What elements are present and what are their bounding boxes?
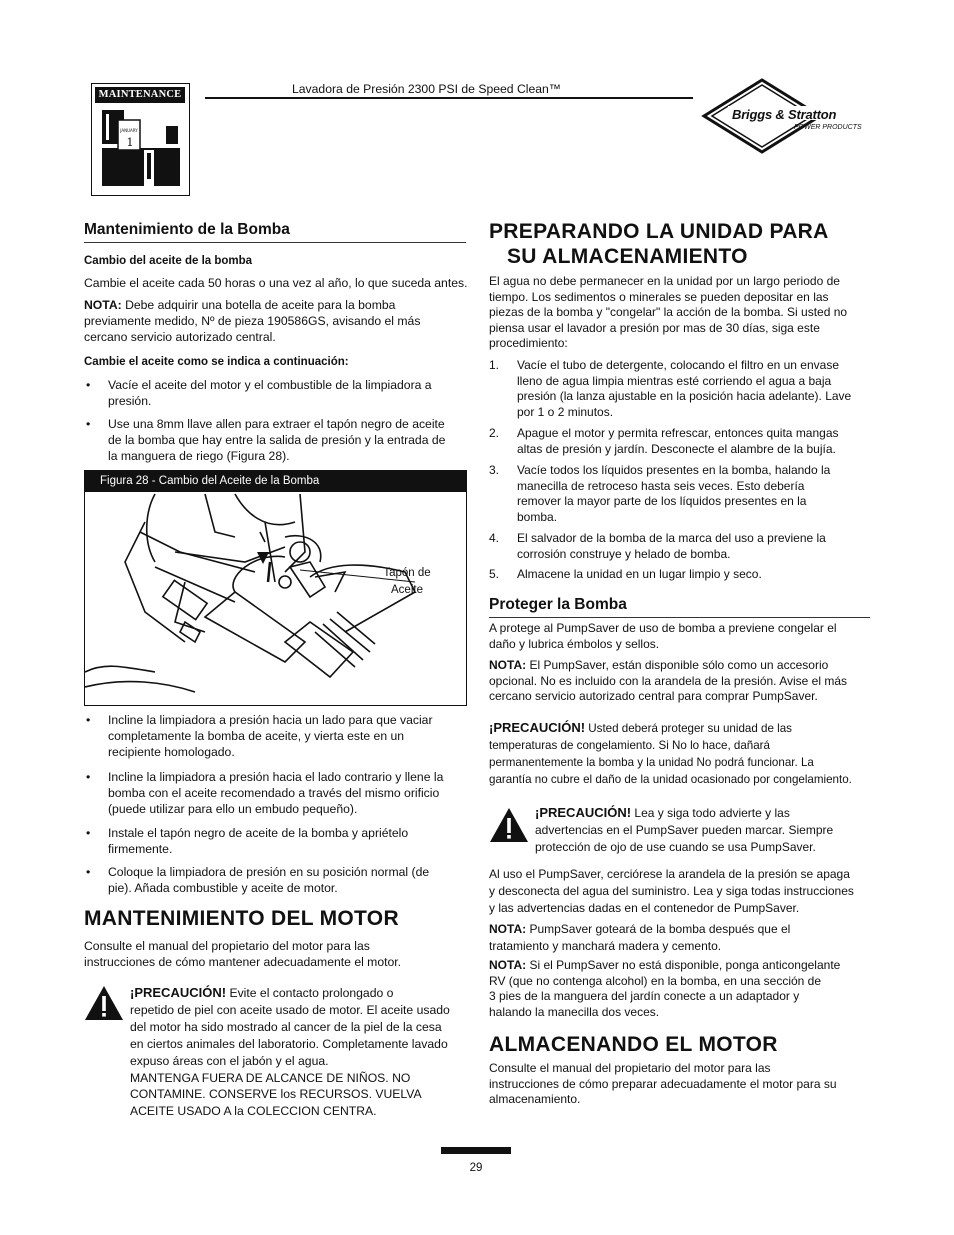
list-item: • Vacíe el aceite del motor y el combustible de la limpiadora a presión. xyxy=(86,378,432,409)
figure-label-plug: Tapón de Aceite xyxy=(383,567,431,596)
subhead-oil-change: Cambio del aceite de la bomba xyxy=(84,255,253,267)
nota-antifreeze: NOTA: Si el PumpSaver no está disponible, ponga anticongelante RV (que no contenga alcohol) en la bomba, en una sección de 3 pies de la manguera del jardín conecte a un adaptador y halando la manecilla dos veces. xyxy=(489,958,841,1020)
page-number: 29 xyxy=(469,1162,483,1174)
protect-pump-title: Proteger la Bomba xyxy=(489,596,627,613)
paragraph-oil-interval: Cambie el aceite cada 50 horas o una vez al año, lo que suceda antes. xyxy=(84,276,468,290)
storage-intro: El agua no debe permanecer en la unidad por un largo periodo de tiempo. Los sedimentos o minerales se pueden depositar en las piezas de la bomba y "congelar" la acción de la bomba. Si usted no piensa usar el lavador a presión por mas de 30 días, siga este procedimiento: xyxy=(489,274,848,351)
caution-freeze: ¡PRECAUCIÓN! Usted deberá proteger su unidad de las temperaturas de congelamiento. Si No lo hace, dañará permanentemente la bomba y la unidad No podrá funcionar. La garantía no cubre el daño de la unidad ocasionado por congelamiento. xyxy=(489,720,852,787)
caution-motor: ¡PRECAUCIÓN! Evite el contacto prolongado o repetido de piel con aceite usado de motor. El aceite usado del motor ha sido mostrado al cancer de la piel de la cesa en ciertos animales del laboratorio. Completamente lavado expuso áreas con el jabón y el agua. MANTENGA FUERA DE ALCANCE DE NIÑOS. NO CONTAMINE. CONSERVE los RECURSOS. VUELVA ACEITE USADO A la COLECCION CENTRA. xyxy=(130,985,450,1119)
list-item: • Coloque la limpiadora de presión en su posición normal (de pie). Añada combustible y aceite de motor. xyxy=(86,865,430,896)
list-item: • Instale el tapón negro de aceite de la bomba y apriételo firmemente. xyxy=(86,826,409,857)
step-item: 4. El salvador de la bomba de la marca del uso a previene la corrosión construye y helado de bomba. xyxy=(489,531,826,561)
protect-rule xyxy=(489,617,870,618)
subhead-procedure: Cambie el aceite como se indica a continuación: xyxy=(84,356,349,368)
figure-caption: Figura 28 - Cambio del Aceite de la Bomba xyxy=(85,471,466,492)
step-item: 2. Apague el motor y permita refrescar, entonces quita mangas altas de presión y jardín. Desconecte el alambre de la bujía. xyxy=(489,426,839,456)
motor-paragraph: Consulte el manual del propietario del motor para las instrucciones de cómo mantener adecuadamente el motor. xyxy=(84,939,402,970)
use-paragraph: Al uso el PumpSaver, cerciórese la arandela de la presión se apaga y desconecta del agua del suministro. Lea y siga todas instrucciones y las advertencias dadas en el contenedor de PumpSaver. xyxy=(489,867,854,915)
caution-label: ¡PRECAUCIÓN! xyxy=(130,985,227,1000)
engine-storage-title: ALMACENANDO EL MOTOR xyxy=(489,1033,778,1056)
brand-sub: POWER PRODUCTS xyxy=(794,124,862,131)
nota-label: NOTA: xyxy=(84,298,122,312)
maintenance-label: MAINTENANCE xyxy=(95,87,185,103)
svg-text:JANUARY: JANUARY xyxy=(120,128,138,133)
storage-title: PREPARANDO LA UNIDAD PARA SU ALMACENAMIENTO xyxy=(489,220,829,268)
section-rule xyxy=(84,242,466,243)
maintenance-icon xyxy=(91,83,190,196)
list-item: • Use una 8mm llave allen para extraer el tapón negro de aceite de la bomba que hay entre la salida de presión y la entrada de la manguera de riego (Figura 28). xyxy=(86,417,446,464)
engine-storage-paragraph: Consulte el manual del propietario del motor para las instrucciones de cómo preparar adecuadamente el motor para su almacenamiento. xyxy=(489,1061,837,1107)
step-item: 3. Vacíe todos los líquidos presentes en la bomba, halando la manecilla de retroceso hasta seis veces. Esto debería remover la mayor parte de los líquidos presentes en la bomba. xyxy=(489,463,831,524)
nota-text-3: cercano servicio autorizado central. xyxy=(84,330,276,345)
list-item: • Incline la limpiadora a presión hacia un lado para que vaciar completamente la bomba de aceite, y vierta este en un recipiente homologado. xyxy=(86,713,433,760)
step-item: 1. Vacíe el tubo de detergente, colocando el filtro en un envase lleno de agua limpia mientras esté corriendo el agua a baja presión (la lanza ajustable en la posición hacia adelante). Lave por 1 o 2 minutos. xyxy=(489,358,852,419)
section-title-pump: Mantenimiento de la Bomba xyxy=(84,221,290,238)
figure-28 xyxy=(84,470,467,706)
nota-pumpsaver: NOTA: El PumpSaver, están disponible sólo como un accesorio opcional. No es incluido con la arandela de la presión. Avise el más cercano servicio autorizado central para comprar PumpSaver. xyxy=(489,658,847,704)
briggs-stratton-logo xyxy=(700,76,868,156)
caution-pumpsaver: ¡PRECAUCIÓN! Lea y siga todo advierte y las advertencias en el PumpSaver pueden marcar. Siempre protección de ojo de use cuando se usa PumpSaver. xyxy=(535,805,834,854)
footer-bar-thin xyxy=(441,1153,511,1154)
header-title: Lavadora de Presión 2300 PSI de Speed Clean™ xyxy=(292,82,561,96)
warning-icon xyxy=(84,985,124,1021)
brand-name: Briggs & Stratton xyxy=(732,107,837,122)
nota-text-1: Debe adquirir una botella de aceite para la bomba xyxy=(121,298,396,312)
nota-drip: NOTA: PumpSaver goteará de la bomba después que el tratamiento y manchará madera y cemento. xyxy=(489,922,791,953)
header-rule xyxy=(205,97,693,99)
svg-text:1: 1 xyxy=(126,136,134,149)
step-item: 5. Almacene la unidad en un lugar limpio y seco. xyxy=(489,567,762,581)
motor-maintenance-title: MANTENIMIENTO DEL MOTOR xyxy=(84,907,399,930)
protect-paragraph: A protege al PumpSaver de uso de bomba a previene congelar el daño y lubrica émbolos y sellos. xyxy=(489,621,837,651)
nota-text-2: previamente medido, Nº de pieza 190586GS, avisando el más xyxy=(84,314,421,329)
warning-icon xyxy=(489,807,529,843)
list-item: • Incline la limpiadora a presión hacia el lado contrario y llene la bomba con el aceite recomendado a través del mismo orificio (puede utilizar para ello un embudo pequeño). xyxy=(86,770,444,817)
wrench-calendar-icon xyxy=(92,106,188,194)
nota-paragraph xyxy=(84,297,468,346)
